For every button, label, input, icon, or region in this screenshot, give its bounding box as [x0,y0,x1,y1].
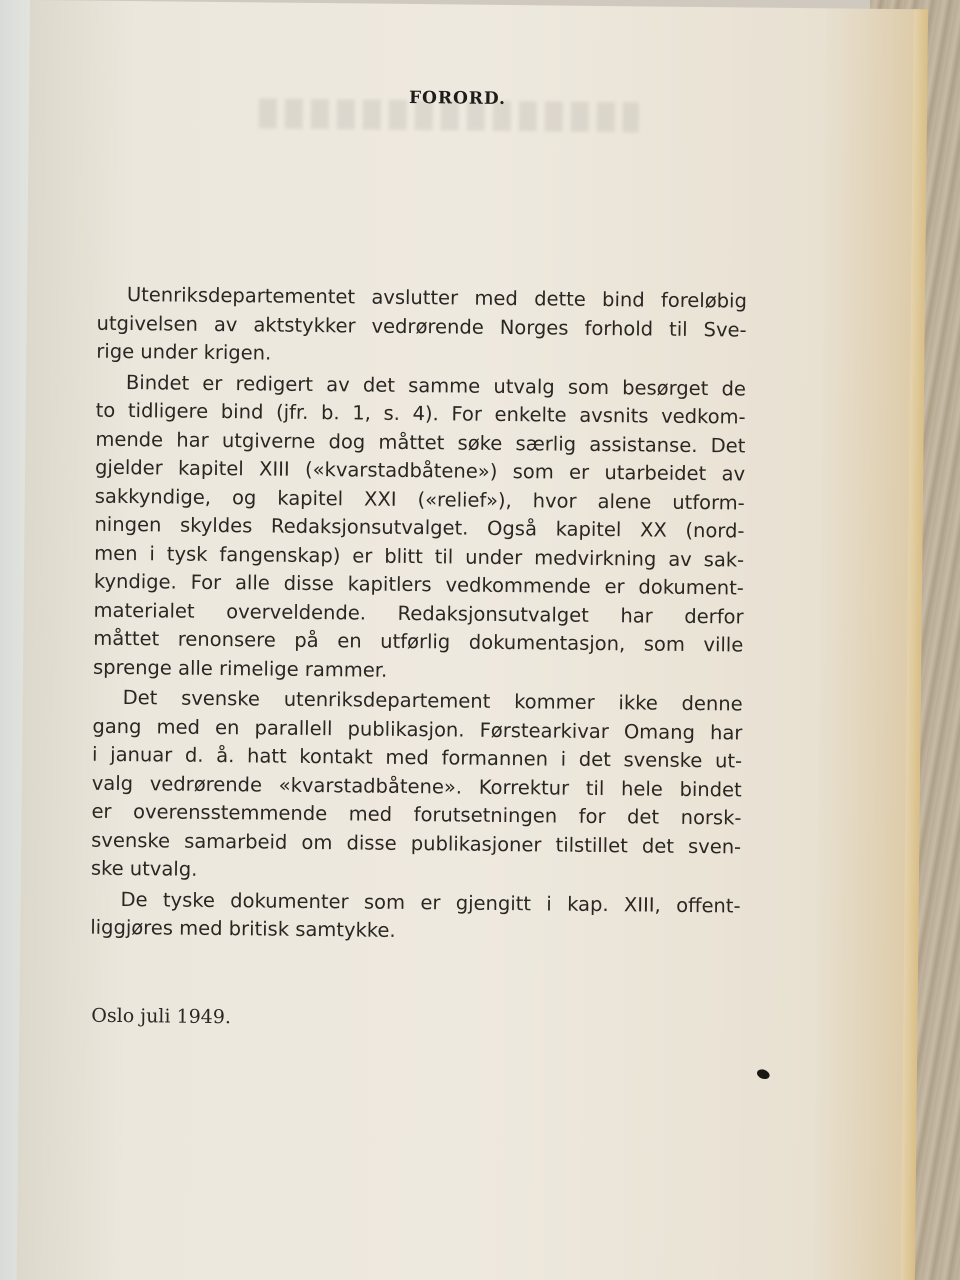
text-line: rige under krigen. [96,339,272,365]
text-line: kyndige. For alle disse kapitlers vedkommende er dokument- [93,569,745,600]
page-title: FORORD. [408,87,507,109]
text-line: sakkyndige, og kapitel XXI («relief»), hvor alene utform- [94,484,745,515]
text-line: svenske samarbeid om disse publikasjoner tilstillet det sven- [91,828,742,858]
text-line: gang med en parallell publikasjon. Førstearkivar Omang har [92,714,743,744]
text-line: sprenge alle rimelige rammer. [92,655,388,682]
text-line: materialet overveldende. Redaksjonsutvalget har derfor [93,598,744,629]
ink-spot [756,1068,771,1081]
text-line: liggjøres med britisk samtykke. [90,915,396,942]
text-line: er overensstemmende med forutsetningen for det norsk- [91,799,742,830]
paragraph-1 [96,281,747,373]
paragraph-4 [90,885,741,949]
text-line: i januar d. å. hatt kontakt med formannen i det svenske ut- [91,742,743,773]
text-line: mende har utgiverne dog måttet søke særlig assistanse. Det [95,427,746,458]
text-line: Det svenske utenriksdepartement kommer ikke denne [122,686,743,716]
text-line: måttet renonsere på en utførlig dokumentasjon, som ville [93,626,744,657]
paragraph-3 [91,684,743,890]
place-and-date: Oslo juli 1949. [91,1004,232,1029]
foreword-body [90,281,747,951]
text-line: De tyske dokumenter som er gjengitt i kap. XIII, offent- [120,887,741,917]
text-line: men i tysk fangenskap) er blitt til under medvirkning av sak- [94,541,745,572]
text-line: valg vedrørende «kvarstadbåtene». Korrektur til hele bindet [91,771,742,801]
text-line: Utenriksdepartementet avslutter med dette bind foreløbig [126,283,748,313]
text-line: ske utvalg. [90,856,198,881]
text-line: gjelder kapitel XIII («kvarstadbåtene») som er utarbeidet av [94,455,746,486]
book-page [17,0,928,1280]
text-line: ningen skyldes Redaksjonsutvalget. Også kapitel XX (nord- [94,512,745,543]
paragraph-2 [93,368,746,688]
text-line: utgivelsen av aktstykker vedrørende Norges forhold til Sve- [96,311,747,342]
text-line: to tidligere bind (jfr. b. 1, s. 4). For enkelte avsnits vedkom- [95,398,746,429]
text-line: Bindet er redigert av det samme utvalg som besørget de [125,370,747,401]
